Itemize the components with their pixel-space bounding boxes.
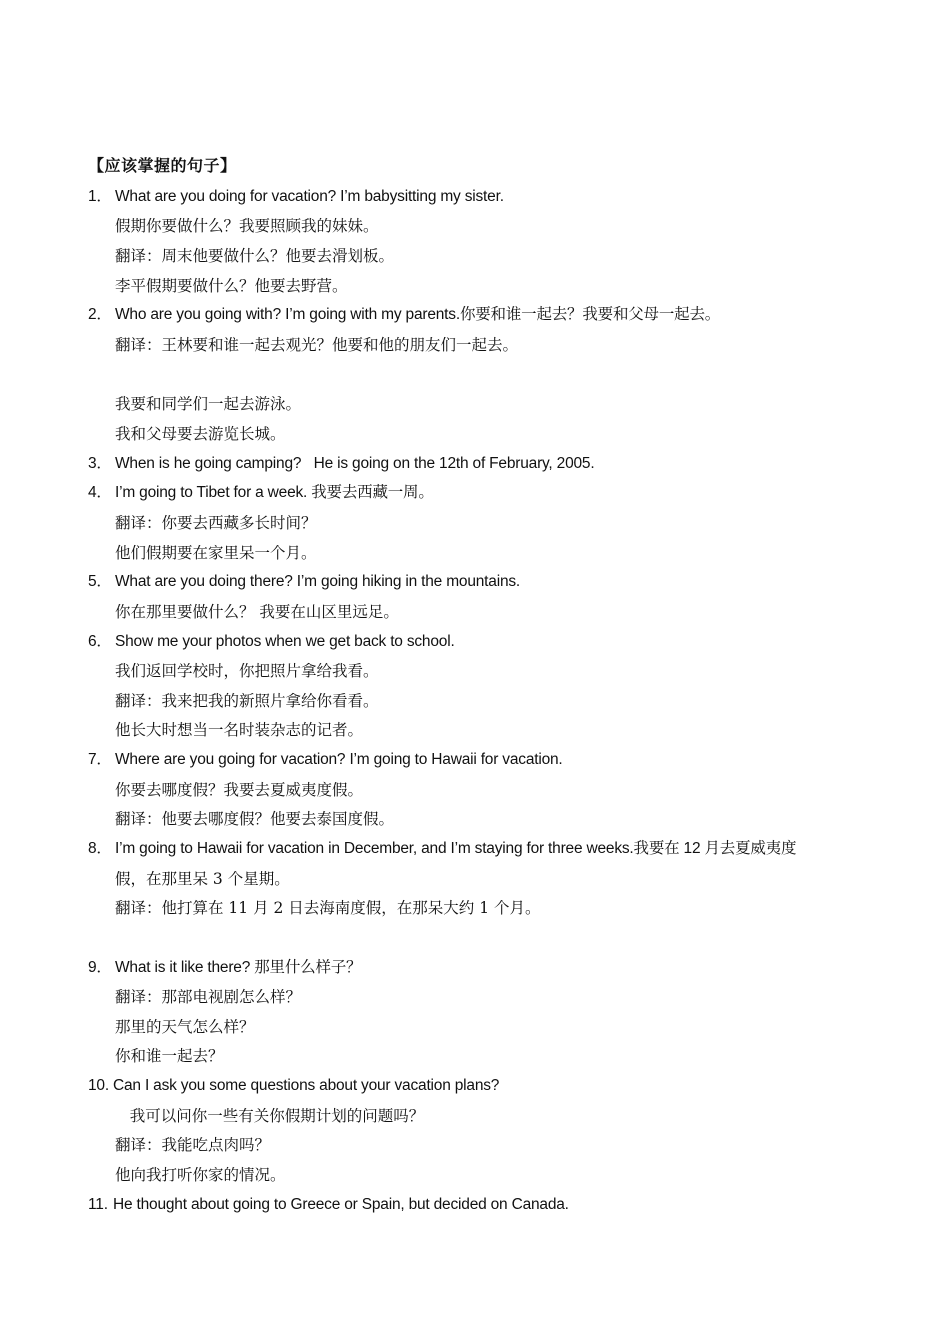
line-text: When is he going camping? He is going on the 12th of February, 2005.: [115, 455, 595, 472]
line-text: I’m going to Hawaii for vacation in December, and I’m staying for three weeks.我要在 12 月去夏威夷度: [115, 840, 797, 857]
item-number: 8．: [88, 840, 112, 857]
item-number: 6．: [88, 633, 112, 650]
item-number: 7．: [88, 751, 112, 768]
line-text: I’m going to Tibet for a week. 我要去西藏一周。: [115, 484, 434, 501]
item-number: 11.: [88, 1196, 108, 1213]
line-text: 翻译：他打算在 11 月 2 日去海南度假，在那呆大约 1 个月。: [115, 899, 541, 917]
line-text: 翻译：他要去哪度假？他要去泰国度假。: [115, 810, 395, 828]
line-text: Who are you going with? I’m going with my parents.你要和谁一起去？我要和父母一起去。: [115, 306, 721, 323]
item-number: 2．: [88, 306, 112, 323]
item-number: 3．: [88, 455, 112, 472]
line-text: 我要和同学们一起去游泳。: [115, 395, 302, 413]
line-text: 假期你要做什么？我要照顾我的妹妹。: [115, 217, 379, 235]
line-text: 你在那里要做什么？ 我要在山区里远足。: [115, 603, 399, 621]
line-text: 你和谁一起去？: [115, 1047, 224, 1065]
line-text: 他长大时想当一名时装杂志的记者。: [115, 721, 364, 739]
line-text: 他们假期要在家里呆一个月。: [115, 544, 317, 562]
section-heading: 【应该掌握的句子】: [88, 156, 237, 175]
line-text: He thought about going to Greece or Spain, but decided on Canada.: [113, 1196, 569, 1213]
item-number: 9．: [88, 959, 112, 976]
line-text: 翻译：我来把我的新照片拿给你看看。: [115, 692, 379, 710]
line-text: 翻译：王林要和谁一起去观光？他要和他的朋友们一起去。: [115, 336, 519, 354]
line-text: 我可以问你一些有关你假期计划的问题吗？: [115, 1107, 425, 1125]
line-text: 他向我打听你家的情况。: [115, 1166, 286, 1184]
item-number: 1．: [88, 188, 112, 205]
line-text: Where are you going for vacation? I’m going to Hawaii for vacation.: [115, 751, 563, 768]
line-text: 假，在那里呆 3 个星期。: [115, 870, 290, 888]
line-text: 翻译：那部电视剧怎么样？: [115, 988, 302, 1006]
item-number: 5．: [88, 573, 112, 590]
line-text: What are you doing there? I’m going hiking in the mountains.: [115, 573, 521, 590]
line-text: What are you doing for vacation? I’m babysitting my sister.: [115, 188, 504, 205]
line-text: 那里的天气怎么样？: [115, 1018, 255, 1036]
line-text: 翻译：我能吃点肉吗？: [115, 1136, 271, 1154]
item-number: 4．: [88, 484, 112, 501]
line-text: 翻译：你要去西藏多长时间？: [115, 514, 317, 532]
line-text: 你要去哪度假？我要去夏威夷度假。: [115, 781, 364, 799]
item-number: 10.: [88, 1077, 109, 1094]
line-text: What is it like there? 那里什么样子？: [115, 959, 362, 976]
line-text: Show me your photos when we get back to school.: [115, 633, 455, 650]
line-text: Can I ask you some questions about your vacation plans?: [113, 1077, 500, 1094]
line-text: 我和父母要去游览长城。: [115, 425, 286, 443]
line-text: 李平假期要做什么？他要去野营。: [115, 277, 348, 295]
line-text: 我们返回学校时，你把照片拿给我看。: [115, 662, 379, 680]
line-text: 翻译：周末他要做什么？他要去滑划板。: [115, 247, 395, 265]
